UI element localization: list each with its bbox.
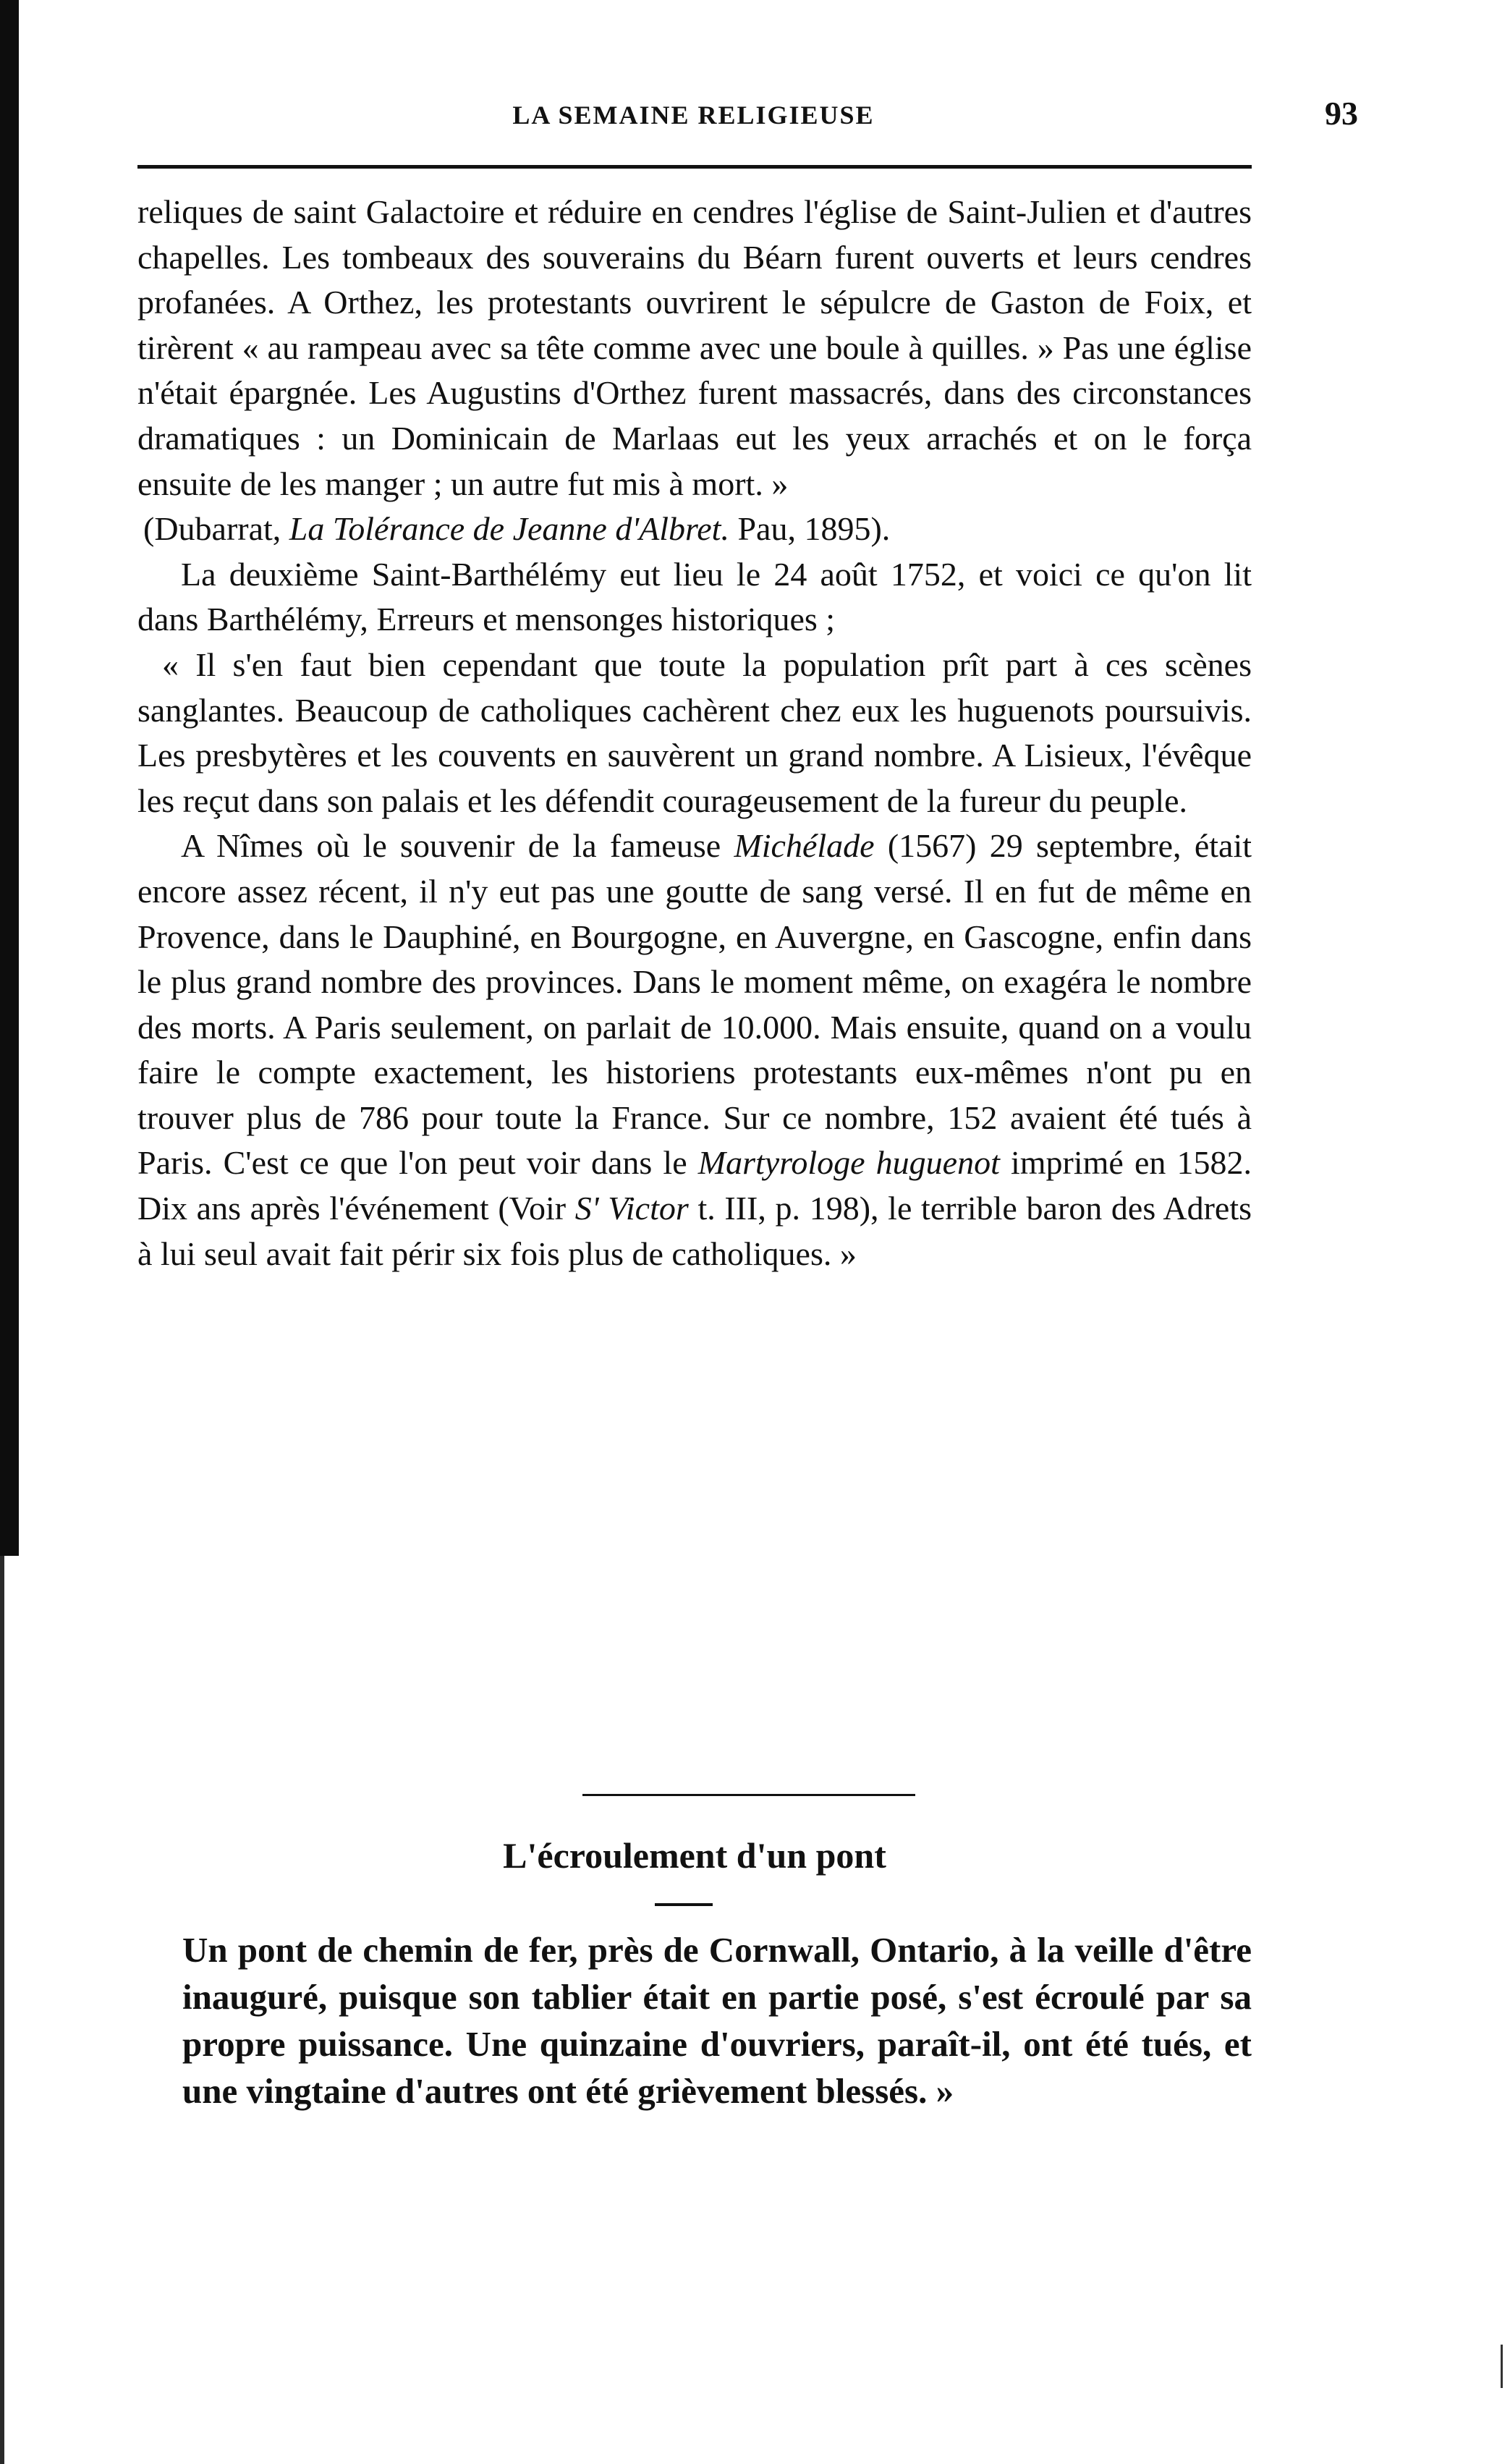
citation-open: (Dubarrat,: [143, 510, 289, 548]
running-title: LA SEMAINE RELIGIEUSE: [512, 101, 875, 130]
citation-close: Pau, 1895).: [729, 510, 891, 548]
paragraph-4: [137, 824, 1252, 1277]
body-text: [137, 190, 1252, 1277]
p4-text-d: t. III, p. 198), le terrible baron des Adrets à lui seul avait fait périr six fois plus de catholiques. »: [137, 1190, 1252, 1272]
paragraph-3: « Il s'en faut bien cependant que toute la population prît part à ces scènes sanglantes. Beaucoup de catholiques cachèrent chez eux les huguenots poursuivis. Les presbytères et les couvents en sauvèrent un grand nombre. A Lisieux, l'évêque les reçut dans son palais et les défendit courageusement de la fureur du peuple.: [137, 645, 1252, 819]
paragraph-2: La deuxième Saint-Barthélémy eut lieu le 24 août 1752, et voici ce qu'on lit dans Barthélémy, Erreurs et mensonges historiques ;: [137, 555, 1252, 638]
citation-title: La Tolérance de Jeanne d'Albret.: [289, 510, 729, 548]
section-title: L'écroulement d'un pont: [503, 1835, 886, 1876]
p4-text-c: imprimé en 1582. Dix ans après l'événement (Voir: [137, 1144, 1252, 1227]
article-text: [182, 1926, 1252, 2114]
michelade-italic: Michélade: [734, 827, 875, 865]
page-edge-shadow: [0, 1556, 4, 2464]
margin-mark: [1501, 2345, 1503, 2388]
page-edge-bar: [0, 0, 19, 1556]
st-victor-italic: S' Victor: [574, 1190, 689, 1227]
martyrologe-italic: Martyrologe huguenot: [697, 1144, 1000, 1182]
p4-text-b: (1567) 29 septembre, était encore assez récent, il n'y eut pas une goutte de sang versé. Il en fut de même en Provence, dans le Dauphiné, en Bourgogne, en Auvergne, en Gascogne, enfin dans le plus grand nombre des provinces. Dans le moment même, on exagéra le nombre des morts. A Paris seulement, on parlait de 10.000. Mais ensuite, quand on a voulu faire le compte exactement, les historiens protestants eux-mêmes n'ont pu en trouver plus de 786 pour toute la France. Sur ce nombre, 152 avaient été tués à Paris. C'est ce que l'on peut voir dans le: [137, 827, 1252, 1182]
citation: [137, 507, 1252, 552]
section-divider: [582, 1794, 915, 1796]
p4-text-a: A Nîmes où le souvenir de la fameuse: [181, 827, 734, 865]
page-header: [137, 94, 1358, 152]
page-number: 93: [1325, 95, 1358, 132]
article-paragraph: Un pont de chemin de fer, près de Cornwall, Ontario, à la veille d'être inauguré, puisque son tablier était en partie posé, s'est écroulé par sa propre puissance. Une quinzaine d'ouvriers, paraît-il, ont été tués, et une vingtaine d'autres ont été grièvement blessés. »: [182, 1930, 1252, 2111]
header-rule: [137, 165, 1252, 169]
title-underline: [655, 1903, 713, 1906]
paragraph-1: reliques de saint Galactoire et réduire en cendres l'église de Saint-Julien et d'autres chapelles. Les tombeaux des souverains du Béarn furent ouverts et leurs cendres profanées. A Orthez, les protestants ouvrirent le sépulcre de Gaston de Foix, et tirèrent « au rampeau avec sa tête comme avec une boule à quilles. » Pas une église n'était épargnée. Les Augustins d'Orthez furent massacrés, dans des circonstances dramatiques : un Dominicain de Marlaas eut les yeux arrachés et on le força ensuite de les manger ; un autre fut mis à mort. »: [137, 193, 1252, 502]
